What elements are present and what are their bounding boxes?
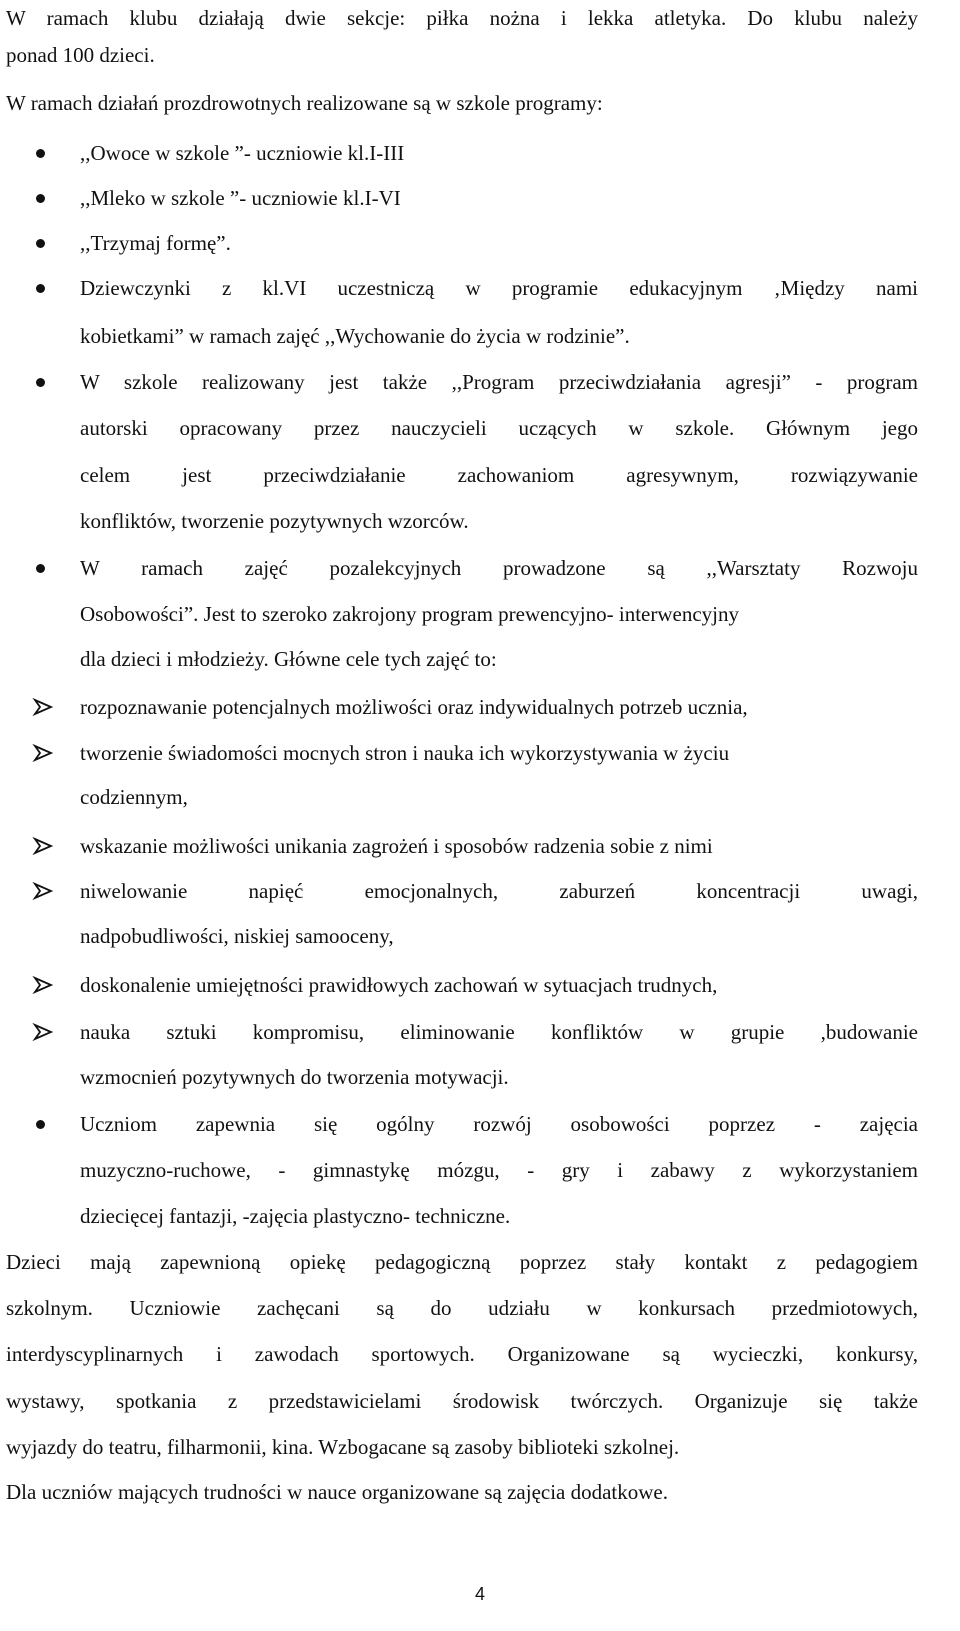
paragraph-line: Dzieci mają zapewnioną opiekę pedagogiczną poprzez stały kontakt z pedagogiem (6, 1250, 918, 1274)
arrow-bullet-icon (32, 882, 54, 900)
paragraph-line: interdyscyplinarnych i zawodach sportowych. Organizowane są wycieczki, konkursy, (6, 1342, 918, 1366)
list-item-continuation: Osobowości”. Jest to szeroko zakrojony program prewencyjno- interwencyjny (80, 602, 739, 626)
list-item: Dziewczynki z kl.VI uczestniczą w programie edukacyjnym ‚Między nami (80, 276, 918, 300)
list-item: ,,Trzymaj formę”. (80, 231, 231, 255)
list-item: tworzenie świadomości mocnych stron i nauka ich wykorzystywania w życiu (80, 741, 730, 765)
bullet-icon (36, 564, 45, 573)
arrow-bullet-icon (32, 837, 54, 855)
paragraph-line: Dla uczniów mających trudności w nauce organizowane są zajęcia dodatkowe. (6, 1480, 669, 1504)
list-item-continuation: celem jest przeciwdziałanie zachowaniom agresywnym, rozwiązywanie (80, 463, 918, 487)
intro-line: W ramach działań prozdrowotnych realizowane są w szkole programy: (6, 91, 603, 115)
bullet-icon (36, 149, 45, 158)
intro-line: ponad 100 dzieci. (6, 43, 155, 67)
bullet-icon (36, 194, 45, 203)
paragraph-line: szkolnym. Uczniowie zachęcani są do udziału w konkursach przedmiotowych, (6, 1296, 918, 1320)
bullet-icon (36, 378, 45, 387)
list-item: ,,Owoce w szkole ”- uczniowie kl.I-III (80, 141, 405, 165)
bullet-icon (36, 284, 45, 293)
list-item-continuation: autorski opracowany przez nauczycieli uczących w szkole. Głównym jego (80, 416, 918, 440)
list-item-continuation: dziecięcej fantazji, -zajęcia plastyczno- techniczne. (80, 1204, 511, 1228)
list-item-continuation: konfliktów, tworzenie pozytywnych wzorców. (80, 509, 469, 533)
list-item: Uczniom zapewnia się ogólny rozwój osobowości poprzez - zajęcia (80, 1112, 918, 1136)
intro-line: W ramach klubu działają dwie sekcje: piłka nożna i lekka atletyka. Do klubu należy (6, 6, 918, 30)
list-item: doskonalenie umiejętności prawidłowych zachowań w sytuacjach trudnych, (80, 973, 718, 997)
list-item-continuation: nadpobudliwości, niskiej samooceny, (80, 924, 394, 948)
list-item-continuation: kobietkami” w ramach zajęć ,,Wychowanie do życia w rodzinie”. (80, 324, 630, 348)
list-item: wskazanie możliwości unikania zagrożeń i sposobów radzenia sobie z nimi (80, 834, 713, 858)
arrow-bullet-icon (32, 976, 54, 994)
arrow-bullet-icon (32, 744, 54, 762)
bullet-icon (36, 239, 45, 248)
list-item: W ramach zajęć pozalekcyjnych prowadzone są ,,Warsztaty Rozwoju (80, 556, 918, 580)
bullet-icon (36, 1120, 45, 1129)
list-item: rozpoznawanie potencjalnych możliwości oraz indywidualnych potrzeb ucznia, (80, 695, 748, 719)
page-number: 4 (474, 1584, 485, 1604)
list-item: W szkole realizowany jest także ,,Program przeciwdziałania agresji” - program (80, 370, 918, 394)
list-item-continuation: dla dzieci i młodzieży. Główne cele tych zajęć to: (80, 647, 497, 671)
paragraph-line: wyjazdy do teatru, filharmonii, kina. Wzbogacane są zasoby biblioteki szkolnej. (6, 1435, 680, 1459)
list-item: nauka sztuki kompromisu, eliminowanie konfliktów w grupie ,budowanie (80, 1020, 918, 1044)
arrow-bullet-icon (32, 1023, 54, 1041)
list-item-continuation: wzmocnień pozytywnych do tworzenia motywacji. (80, 1065, 509, 1089)
list-item: ,,Mleko w szkole ”- uczniowie kl.I-VI (80, 186, 401, 210)
paragraph-line: wystawy, spotkania z przedstawicielami środowisk twórczych. Organizuje się także (6, 1389, 918, 1413)
arrow-bullet-icon (32, 698, 54, 716)
list-item: niwelowanie napięć emocjonalnych, zaburzeń koncentracji uwagi, (80, 879, 918, 903)
list-item-continuation: muzyczno-ruchowe, - gimnastykę mózgu, - gry i zabawy z wykorzystaniem (80, 1158, 918, 1182)
list-item-continuation: codziennym, (80, 785, 188, 809)
